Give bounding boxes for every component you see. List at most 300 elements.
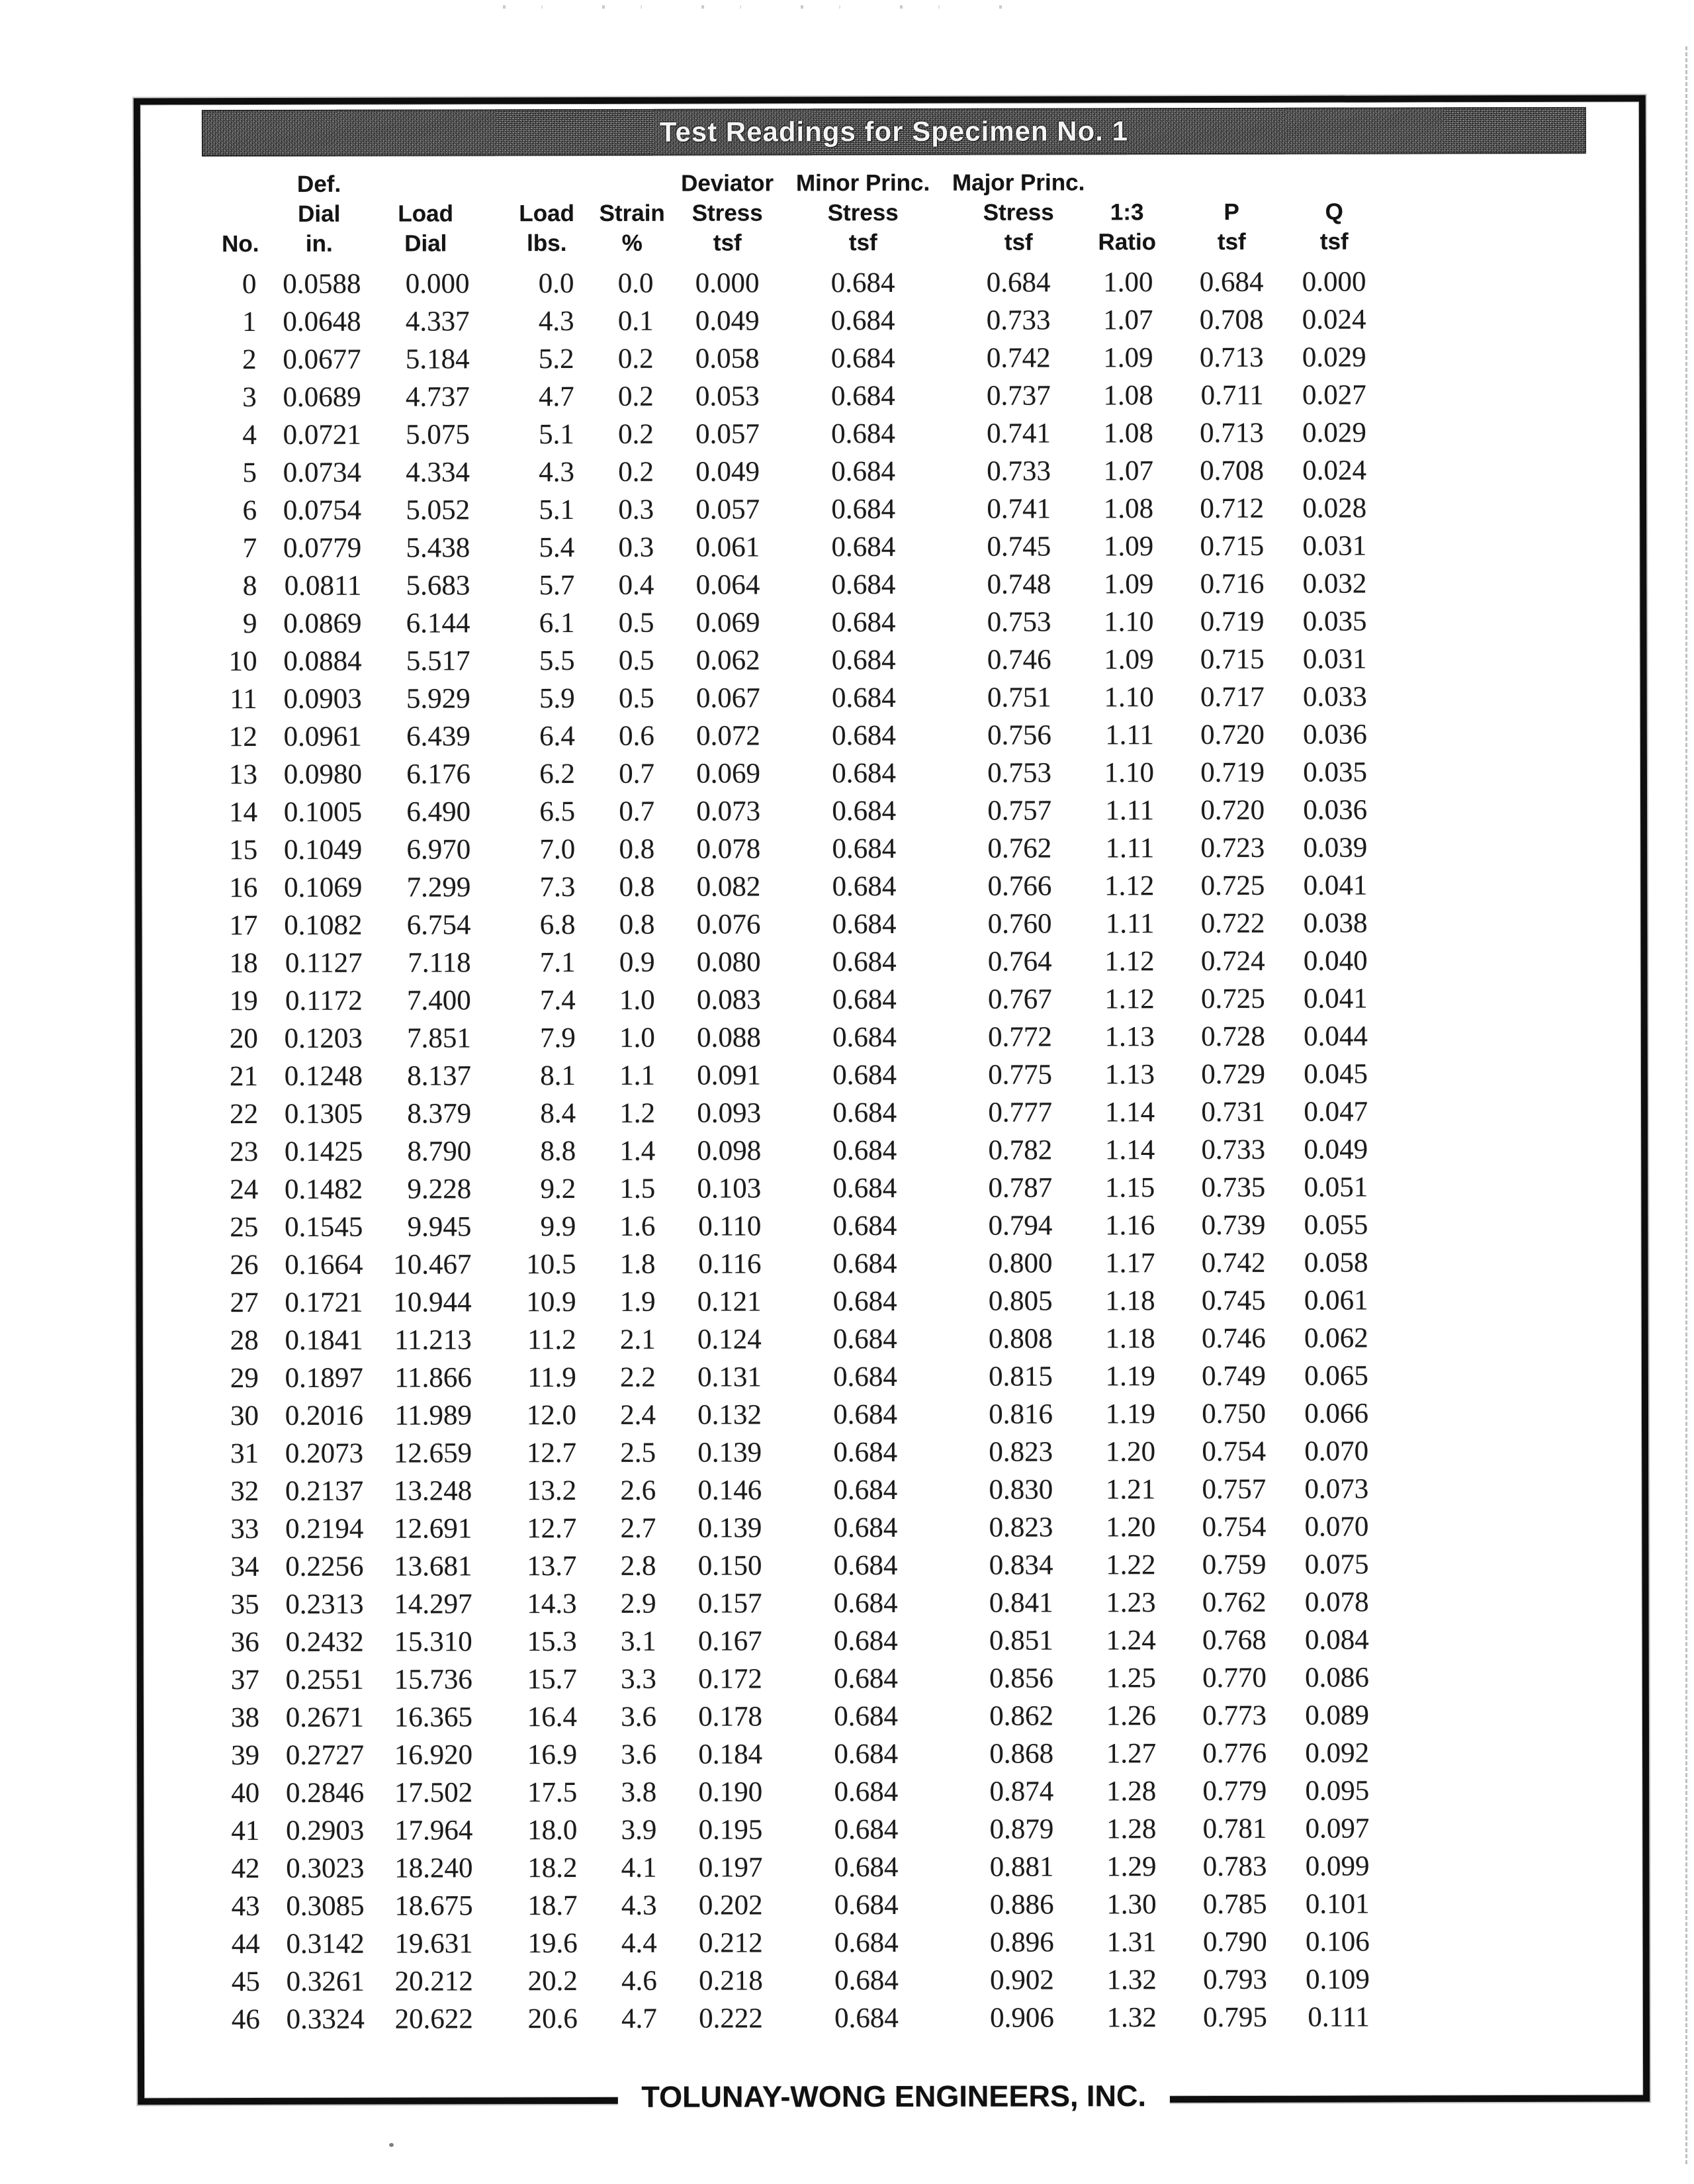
- table-cell-q-tsf: 0.040: [1303, 945, 1368, 977]
- table-cell-load-dial: 4.337: [405, 306, 470, 338]
- table-row: [185, 1168, 1368, 1208]
- table-cell-ratio-1-3: 1.09: [1103, 531, 1154, 563]
- table-cell-strain-pct: 1.4: [619, 1135, 656, 1167]
- table-cell-deviator-stress-tsf: 0.167: [697, 1625, 762, 1657]
- column-header-line: No.: [222, 230, 259, 257]
- table-cell-load-lbs: 16.9: [527, 1739, 578, 1771]
- scan-artifact-dots: [503, 5, 1006, 9]
- column-header-p-tsf: [1153, 167, 1263, 257]
- table-cell-load-dial: 9.228: [407, 1173, 472, 1205]
- table-cell-minor-princ-stress-tsf: 0.684: [834, 1889, 899, 1921]
- table-cell-deviator-stress-tsf: 0.083: [696, 984, 761, 1016]
- table-cell-deviator-stress-tsf: 0.049: [695, 305, 760, 337]
- column-header-line: tsf: [848, 230, 877, 256]
- table-cell-deviator-stress-tsf: 0.069: [696, 758, 761, 790]
- table-cell-minor-princ-stress-tsf: 0.684: [831, 644, 896, 676]
- table-cell-no: 12: [228, 721, 257, 753]
- table-cell-no: 3: [242, 382, 257, 414]
- table-cell-def-dial-in: 0.1172: [285, 985, 363, 1017]
- table-row: [187, 1621, 1369, 1661]
- table-row: [185, 1017, 1368, 1058]
- table-cell-strain-pct: 0.6: [619, 720, 654, 752]
- table-cell-p-tsf: 0.746: [1201, 1322, 1266, 1355]
- table-cell-deviator-stress-tsf: 0.098: [697, 1135, 762, 1167]
- column-header-line: tsf: [1217, 228, 1246, 255]
- table-cell-no: 14: [229, 797, 258, 829]
- table-cell-no: 28: [230, 1325, 259, 1357]
- table-cell-load-lbs: 17.5: [527, 1776, 578, 1809]
- table-cell-def-dial-in: 0.2016: [285, 1400, 364, 1432]
- table-cell-p-tsf: 0.724: [1200, 945, 1265, 978]
- table-cell-no: 20: [229, 1023, 258, 1055]
- table-row: [185, 1055, 1368, 1095]
- table-cell-strain-pct: 0.2: [617, 343, 654, 375]
- column-header-def-dial-in: [256, 169, 361, 259]
- table-cell-def-dial-in: 0.0869: [283, 608, 362, 639]
- column-header-line: P: [1224, 199, 1239, 225]
- table-cell-ratio-1-3: 1.21: [1105, 1474, 1156, 1506]
- table-cell-load-dial: 4.737: [405, 381, 470, 413]
- column-header-line: Strain: [599, 200, 665, 226]
- table-cell-deviator-stress-tsf: 0.058: [695, 343, 760, 375]
- table-cell-deviator-stress-tsf: 0.091: [697, 1060, 761, 1091]
- table-cell-ratio-1-3: 1.14: [1104, 1097, 1155, 1128]
- column-header-line: 1:3: [1110, 199, 1144, 226]
- table-cell-strain-pct: 0.7: [619, 796, 655, 827]
- table-cell-load-dial: 7.400: [406, 985, 471, 1017]
- table-cell-p-tsf: 0.713: [1199, 341, 1264, 374]
- table-cell-deviator-stress-tsf: 0.121: [697, 1286, 762, 1318]
- table-cell-load-lbs: 10.9: [526, 1286, 576, 1318]
- table-cell-ratio-1-3: 1.20: [1106, 1512, 1156, 1543]
- column-header-q-tsf: [1263, 167, 1366, 256]
- table-cell-def-dial-in: 0.2551: [285, 1664, 364, 1696]
- table-cell-strain-pct: 2.1: [619, 1324, 656, 1355]
- table-cell-q-tsf: 0.065: [1304, 1360, 1368, 1392]
- table-cell-load-lbs: 19.6: [527, 1927, 578, 1960]
- table-cell-load-dial: 10.944: [393, 1287, 472, 1318]
- table-row: [184, 451, 1366, 492]
- column-header-stack: [952, 167, 1085, 257]
- table-cell-ratio-1-3: 1.08: [1103, 418, 1153, 449]
- table-cell-deviator-stress-tsf: 0.076: [696, 909, 761, 940]
- table-cell-load-lbs: 8.4: [540, 1098, 576, 1130]
- table-cell-ratio-1-3: 1.17: [1105, 1248, 1155, 1279]
- table-cell-ratio-1-3: 1.10: [1104, 682, 1154, 713]
- table-cell-q-tsf: 0.032: [1302, 568, 1367, 600]
- table-cell-load-dial: 6.490: [406, 796, 471, 828]
- table-cell-q-tsf: 0.000: [1302, 266, 1366, 298]
- table-cell-strain-pct: 2.2: [620, 1361, 656, 1393]
- table-cell-load-lbs: 11.9: [527, 1361, 576, 1394]
- table-cell-minor-princ-stress-tsf: 0.684: [834, 1662, 898, 1695]
- table-cell-minor-princ-stress-tsf: 0.684: [833, 1587, 898, 1619]
- table-cell-load-lbs: 8.1: [540, 1060, 576, 1092]
- table-row: [186, 1432, 1368, 1473]
- table-cell-q-tsf: 0.070: [1304, 1511, 1369, 1543]
- table-cell-minor-princ-stress-tsf: 0.684: [832, 1059, 897, 1091]
- table-cell-load-lbs: 20.6: [527, 2003, 578, 2035]
- column-header-stack: [1098, 167, 1157, 257]
- table-cell-ratio-1-3: 1.28: [1106, 1776, 1157, 1807]
- table-cell-p-tsf: 0.708: [1199, 304, 1264, 336]
- column-header-no: [183, 169, 259, 259]
- table-cell-p-tsf: 0.773: [1202, 1700, 1267, 1732]
- table-cell-major-princ-stress-tsf: 0.862: [989, 1700, 1053, 1732]
- table-cell-major-princ-stress-tsf: 0.902: [989, 1964, 1054, 1996]
- table-cell-q-tsf: 0.027: [1302, 379, 1366, 411]
- table-row: [185, 753, 1367, 794]
- table-cell-major-princ-stress-tsf: 0.834: [989, 1549, 1053, 1581]
- table-cell-major-princ-stress-tsf: 0.874: [989, 1776, 1054, 1807]
- table-cell-p-tsf: 0.713: [1200, 417, 1264, 449]
- table-cell-deviator-stress-tsf: 0.078: [696, 833, 761, 865]
- table-cell-load-lbs: 4.3: [538, 306, 574, 338]
- table-cell-minor-princ-stress-tsf: 0.684: [834, 2002, 899, 2034]
- table-cell-p-tsf: 0.785: [1202, 1888, 1267, 1921]
- table-cell-load-dial: 4.334: [406, 457, 470, 488]
- table-cell-deviator-stress-tsf: 0.073: [696, 796, 761, 827]
- table-cell-load-dial: 18.240: [394, 1852, 473, 1884]
- table-cell-major-princ-stress-tsf: 0.851: [989, 1625, 1053, 1657]
- table-row: [185, 1206, 1368, 1246]
- table-cell-strain-pct: 0.5: [618, 645, 654, 676]
- table-cell-q-tsf: 0.070: [1304, 1435, 1369, 1467]
- table-cell-deviator-stress-tsf: 0.057: [695, 494, 760, 525]
- table-cell-def-dial-in: 0.1664: [285, 1249, 363, 1281]
- table-cell-deviator-stress-tsf: 0.146: [697, 1475, 762, 1506]
- table-cell-strain-pct: 2.4: [620, 1399, 656, 1431]
- table-cell-load-lbs: 13.7: [527, 1550, 577, 1582]
- column-header-line: Deviator: [681, 170, 774, 197]
- table-cell-ratio-1-3: 1.11: [1105, 833, 1155, 864]
- scan-artifact-edge-line: [1685, 46, 1687, 2164]
- column-header-minor-princ-stress-tsf: [759, 168, 930, 257]
- table-row: [187, 1847, 1369, 1888]
- table-cell-major-princ-stress-tsf: 0.896: [989, 1927, 1054, 1958]
- table-row: [187, 1809, 1369, 1850]
- table-cell-def-dial-in: 0.1305: [284, 1098, 363, 1130]
- table-cell-no: 1: [242, 306, 257, 338]
- table-title: Test Readings for Specimen No. 1: [659, 115, 1128, 148]
- table-cell-major-princ-stress-tsf: 0.868: [989, 1738, 1054, 1770]
- table-cell-deviator-stress-tsf: 0.072: [696, 720, 760, 752]
- table-cell-p-tsf: 0.776: [1202, 1737, 1267, 1770]
- table-row: [184, 414, 1366, 454]
- column-header-line: [543, 169, 550, 199]
- table-cell-major-princ-stress-tsf: 0.684: [986, 267, 1051, 298]
- table-cell-ratio-1-3: 1.19: [1105, 1361, 1155, 1392]
- table-cell-ratio-1-3: 1.32: [1106, 1964, 1157, 1996]
- table-cell-load-lbs: 6.1: [539, 608, 575, 639]
- table-cell-ratio-1-3: 1.11: [1105, 908, 1155, 940]
- table-cell-major-princ-stress-tsf: 0.881: [989, 1851, 1054, 1883]
- table-cell-minor-princ-stress-tsf: 0.684: [830, 267, 895, 299]
- table-cell-strain-pct: 1.8: [619, 1248, 656, 1280]
- column-header-ratio-1-3: [1050, 167, 1157, 257]
- table-cell-q-tsf: 0.084: [1304, 1624, 1369, 1656]
- table-cell-no: 10: [228, 646, 257, 678]
- table-cell-no: 46: [231, 2004, 260, 2036]
- table-cell-major-princ-stress-tsf: 0.756: [987, 719, 1051, 751]
- table-cell-ratio-1-3: 1.11: [1105, 795, 1155, 827]
- table-cell-strain-pct: 0.8: [619, 833, 655, 865]
- table-cell-p-tsf: 0.725: [1200, 983, 1265, 1015]
- table-cell-strain-pct: 1.2: [619, 1097, 656, 1129]
- table-row: [187, 1583, 1369, 1623]
- table-cell-minor-princ-stress-tsf: 0.684: [831, 418, 895, 450]
- table-cell-no: 0: [242, 269, 257, 300]
- table-row: [186, 1470, 1368, 1510]
- table-row: [187, 1998, 1370, 2038]
- table-cell-no: 15: [229, 835, 258, 866]
- table-cell-q-tsf: 0.035: [1302, 606, 1367, 637]
- table-cell-q-tsf: 0.095: [1305, 1775, 1370, 1807]
- table-cell-minor-princ-stress-tsf: 0.684: [830, 380, 895, 412]
- table-cell-deviator-stress-tsf: 0.139: [697, 1512, 762, 1544]
- table-cell-major-princ-stress-tsf: 0.753: [987, 606, 1051, 638]
- column-header-line: [629, 169, 635, 199]
- table-cell-def-dial-in: 0.1049: [283, 834, 363, 866]
- table-cell-load-lbs: 7.4: [539, 985, 576, 1017]
- table-cell-deviator-stress-tsf: 0.000: [695, 267, 760, 299]
- column-header-line: [1331, 167, 1337, 197]
- table-cell-strain-pct: 0.0: [617, 267, 654, 299]
- table-cell-load-lbs: 7.9: [540, 1023, 576, 1054]
- table-cell-p-tsf: 0.749: [1202, 1360, 1266, 1392]
- column-header-line: lbs.: [527, 230, 567, 257]
- table-cell-load-lbs: 11.2: [527, 1324, 576, 1356]
- table-cell-deviator-stress-tsf: 0.053: [695, 381, 760, 412]
- table-cell-def-dial-in: 0.0811: [284, 570, 362, 602]
- table-cell-ratio-1-3: 1.32: [1106, 2002, 1157, 2034]
- table-cell-load-lbs: 7.1: [539, 947, 576, 979]
- table-cell-ratio-1-3: 1.07: [1103, 455, 1154, 487]
- table-cell-deviator-stress-tsf: 0.157: [697, 1588, 762, 1619]
- table-cell-major-princ-stress-tsf: 0.762: [987, 833, 1052, 864]
- table-cell-ratio-1-3: 1.12: [1104, 870, 1155, 902]
- table-cell-major-princ-stress-tsf: 0.830: [989, 1474, 1053, 1506]
- table-cell-no: 30: [230, 1400, 259, 1432]
- table-cell-ratio-1-3: 1.20: [1105, 1436, 1156, 1468]
- column-header-line: Dial: [298, 201, 341, 227]
- table-cell-load-lbs: 10.5: [526, 1248, 576, 1281]
- table-cell-q-tsf: 0.038: [1303, 907, 1368, 939]
- table-cell-deviator-stress-tsf: 0.093: [697, 1097, 762, 1129]
- table-cell-minor-princ-stress-tsf: 0.684: [831, 682, 896, 714]
- table-cell-major-princ-stress-tsf: 0.746: [987, 644, 1051, 676]
- table-cell-major-princ-stress-tsf: 0.777: [988, 1097, 1053, 1128]
- table-cell-strain-pct: 0.2: [618, 456, 654, 488]
- table-cell-load-dial: 5.517: [406, 645, 470, 677]
- table-cell-no: 41: [231, 1815, 260, 1847]
- column-header-strain-pct: [574, 169, 665, 258]
- table-row: [186, 1394, 1368, 1435]
- table-cell-no: 39: [231, 1740, 260, 1772]
- table-cell-deviator-stress-tsf: 0.061: [695, 531, 760, 563]
- table-cell-load-lbs: 13.2: [526, 1475, 577, 1507]
- table-cell-major-princ-stress-tsf: 0.816: [989, 1398, 1053, 1430]
- table-cell-deviator-stress-tsf: 0.150: [697, 1550, 762, 1582]
- table-cell-p-tsf: 0.781: [1202, 1813, 1267, 1845]
- table-row: [185, 1130, 1368, 1171]
- table-cell-p-tsf: 0.708: [1200, 455, 1265, 487]
- table-cell-strain-pct: 2.7: [620, 1512, 656, 1544]
- table-cell-p-tsf: 0.711: [1200, 379, 1264, 412]
- table-row: [185, 678, 1367, 718]
- table-cell-no: 24: [230, 1174, 259, 1206]
- table-cell-no: 8: [242, 570, 257, 602]
- table-row: [184, 376, 1366, 416]
- column-header-line: in.: [305, 230, 333, 257]
- table-cell-load-lbs: 5.2: [538, 343, 574, 375]
- table-cell-minor-princ-stress-tsf: 0.684: [830, 342, 895, 375]
- table-cell-load-dial: 17.964: [394, 1815, 473, 1846]
- table-cell-load-lbs: 16.4: [527, 1701, 578, 1733]
- table-cell-p-tsf: 0.717: [1200, 681, 1265, 713]
- table-cell-no: 36: [230, 1627, 259, 1659]
- table-cell-load-dial: 5.075: [406, 419, 470, 451]
- table-cell-def-dial-in: 0.1248: [284, 1060, 363, 1092]
- column-header-line: [237, 199, 244, 229]
- table-cell-def-dial-in: 0.2194: [285, 1513, 364, 1545]
- table-cell-minor-princ-stress-tsf: 0.684: [831, 569, 896, 601]
- table-cell-no: 2: [242, 344, 257, 376]
- table-cell-load-lbs: 5.9: [539, 683, 575, 715]
- table-cell-minor-princ-stress-tsf: 0.684: [834, 1776, 899, 1808]
- company-name: TOLUNAY-WONG ENGINEERS, INC.: [617, 2079, 1170, 2115]
- table-cell-p-tsf: 0.742: [1201, 1247, 1266, 1279]
- table-cell-major-princ-stress-tsf: 0.815: [989, 1361, 1053, 1392]
- table-cell-load-lbs: 5.7: [539, 570, 575, 602]
- table-cell-minor-princ-stress-tsf: 0.684: [833, 1512, 898, 1544]
- table-cell-load-dial: 15.310: [394, 1626, 472, 1658]
- table-cell-deviator-stress-tsf: 0.116: [698, 1248, 762, 1280]
- table-cell-load-lbs: 14.3: [527, 1588, 577, 1620]
- table-cell-def-dial-in: 0.0689: [283, 381, 361, 413]
- table-cell-p-tsf: 0.735: [1201, 1171, 1266, 1204]
- table-cell-minor-princ-stress-tsf: 0.684: [832, 908, 897, 940]
- table-cell-def-dial-in: 0.0734: [283, 457, 362, 488]
- table-cell-major-princ-stress-tsf: 0.782: [988, 1134, 1053, 1166]
- table-cell-load-dial: 11.213: [394, 1324, 472, 1356]
- table-cell-load-dial: 0.000: [405, 268, 470, 300]
- table-cell-def-dial-in: 0.0903: [283, 683, 362, 715]
- table-cell-def-dial-in: 0.3085: [286, 1890, 365, 1922]
- table-cell-load-dial: 16.920: [394, 1739, 473, 1771]
- table-cell-load-lbs: 15.3: [527, 1625, 577, 1658]
- table-cell-def-dial-in: 0.1545: [285, 1211, 363, 1243]
- table-cell-deviator-stress-tsf: 0.049: [695, 456, 760, 488]
- table-row: [185, 791, 1367, 831]
- table-cell-no: 22: [229, 1099, 259, 1130]
- report-frame: [134, 95, 1650, 2114]
- table-cell-major-princ-stress-tsf: 0.737: [986, 380, 1051, 412]
- table-cell-q-tsf: 0.045: [1304, 1058, 1368, 1090]
- table-cell-load-dial: 13.681: [394, 1551, 472, 1582]
- table-cell-major-princ-stress-tsf: 0.775: [988, 1059, 1052, 1091]
- table-cell-no: 34: [230, 1551, 259, 1583]
- table-cell-def-dial-in: 0.1841: [285, 1324, 363, 1356]
- table-row: [183, 263, 1366, 303]
- table-cell-def-dial-in: 0.0677: [283, 343, 361, 375]
- table-cell-p-tsf: 0.795: [1203, 2001, 1267, 2034]
- table-cell-no: 16: [229, 872, 258, 904]
- column-header-stack: [519, 169, 574, 258]
- table-cell-minor-princ-stress-tsf: 0.684: [834, 1738, 899, 1770]
- table-row: [186, 1508, 1368, 1548]
- column-header-line: Stress: [983, 199, 1054, 226]
- table-cell-strain-pct: 0.2: [618, 418, 654, 450]
- table-cell-ratio-1-3: 1.30: [1106, 1889, 1157, 1921]
- table-cell-no: 5: [242, 457, 257, 489]
- table-cell-q-tsf: 0.036: [1303, 719, 1367, 751]
- table-cell-no: 11: [230, 684, 257, 715]
- table-cell-minor-princ-stress-tsf: 0.684: [832, 1172, 897, 1205]
- table-cell-load-lbs: 5.1: [539, 494, 575, 526]
- table-cell-major-princ-stress-tsf: 0.745: [987, 531, 1051, 563]
- table-cell-q-tsf: 0.047: [1304, 1096, 1368, 1128]
- table-cell-no: 43: [231, 1891, 260, 1923]
- table-cell-no: 17: [229, 910, 258, 942]
- table-cell-load-dial: 11.989: [394, 1400, 472, 1432]
- column-header-line: Minor Princ.: [795, 169, 930, 197]
- table-cell-deviator-stress-tsf: 0.067: [695, 682, 760, 714]
- table-cell-no: 21: [229, 1061, 258, 1093]
- column-header-major-princ-stress-tsf: [895, 167, 1085, 257]
- table-cell-ratio-1-3: 1.09: [1103, 342, 1153, 374]
- table-row: [183, 300, 1366, 341]
- table-cell-q-tsf: 0.061: [1304, 1285, 1368, 1316]
- table-cell-major-princ-stress-tsf: 0.800: [988, 1248, 1053, 1279]
- table-cell-strain-pct: 3.9: [621, 1814, 657, 1846]
- table-cell-def-dial-in: 0.2727: [285, 1739, 365, 1771]
- table-cell-def-dial-in: 0.3261: [286, 1966, 365, 1997]
- table-cell-strain-pct: 0.3: [618, 531, 654, 563]
- table-cell-q-tsf: 0.035: [1303, 756, 1368, 788]
- column-header-load-dial: [361, 169, 469, 258]
- table-cell-no: 44: [231, 1929, 260, 1960]
- table-cell-major-princ-stress-tsf: 0.741: [987, 418, 1051, 449]
- table-cell-load-lbs: 18.0: [527, 1814, 578, 1846]
- table-cell-load-dial: 5.683: [406, 570, 470, 602]
- table-cell-deviator-stress-tsf: 0.110: [698, 1210, 762, 1242]
- column-header-stack: [599, 169, 665, 258]
- table-row: [187, 1696, 1369, 1737]
- table-cell-no: 40: [231, 1778, 260, 1809]
- table-cell-major-princ-stress-tsf: 0.856: [989, 1662, 1053, 1694]
- table-cell-strain-pct: 0.8: [619, 909, 655, 940]
- table-cell-p-tsf: 0.728: [1201, 1021, 1265, 1053]
- table-cell-strain-pct: 4.4: [621, 1927, 657, 1959]
- column-header-stack: [222, 169, 259, 259]
- table-cell-deviator-stress-tsf: 0.178: [698, 1701, 763, 1733]
- table-row: [185, 979, 1368, 1020]
- table-cell-p-tsf: 0.712: [1200, 492, 1265, 525]
- table-cell-q-tsf: 0.058: [1304, 1247, 1368, 1279]
- table-cell-major-princ-stress-tsf: 0.742: [986, 342, 1051, 374]
- table-cell-def-dial-in: 0.2073: [285, 1437, 364, 1469]
- table-cell-load-dial: 6.754: [406, 909, 471, 941]
- table-row: [186, 1281, 1368, 1322]
- table-cell-ratio-1-3: 1.13: [1104, 1059, 1155, 1091]
- table-cell-major-princ-stress-tsf: 0.767: [987, 983, 1052, 1015]
- table-row: [187, 1659, 1369, 1699]
- table-cell-strain-pct: 0.9: [619, 946, 655, 978]
- table-cell-p-tsf: 0.768: [1202, 1624, 1267, 1657]
- table-cell-p-tsf: 0.745: [1201, 1285, 1266, 1317]
- table-cell-minor-princ-stress-tsf: 0.684: [831, 531, 896, 563]
